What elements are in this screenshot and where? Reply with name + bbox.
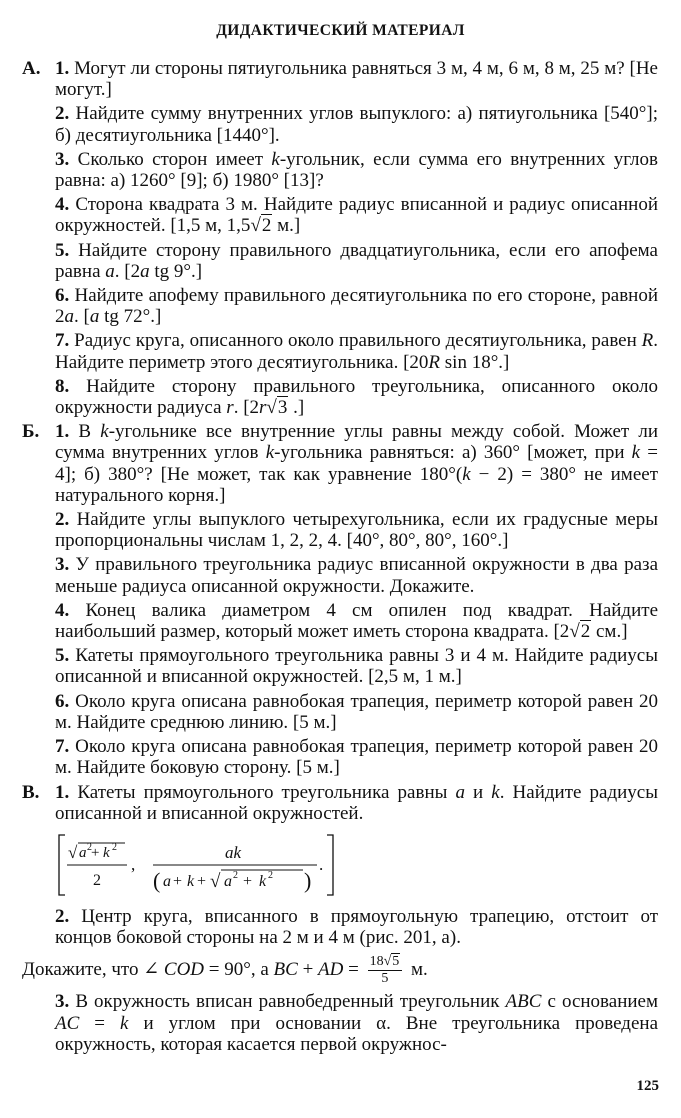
problem-number: 1. — [55, 421, 70, 443]
problem-text: = — [343, 959, 364, 981]
problem-number: 5. — [55, 645, 70, 667]
variable: k — [631, 442, 641, 464]
problem-text: м.] — [272, 215, 301, 237]
term-a: a — [79, 844, 87, 861]
numerator: ak — [225, 842, 242, 862]
radical-sign: √ — [68, 842, 78, 862]
problem-text: Найдите углы выпуклого четырехугольника, если их градусные меры пропорциональны числам 1, 2, 2, 4. [40°, 80°, 80°, 160°.] — [55, 509, 658, 552]
section-a — [22, 58, 658, 418]
problem-text: с основанием — [541, 991, 658, 1013]
exponent: 2 — [87, 841, 92, 853]
problem-a1 — [55, 58, 658, 100]
exponent: 2 — [112, 841, 117, 853]
problem-b4 — [55, 600, 658, 642]
variable: k — [100, 421, 109, 443]
variable: k — [491, 781, 500, 803]
variable: R — [428, 351, 441, 373]
problem-number: 4. — [55, 194, 70, 216]
problem-text: Найдите сторону правильного треугольника, описанного около окружности радиуса — [55, 375, 658, 419]
variable: k — [462, 463, 471, 485]
variable: R — [641, 330, 654, 352]
problem-text: У правильного треугольника радиус вписанной окружности в два раза меньше радиуса описанной окружности. Докажите. — [55, 554, 658, 597]
problem-number: 1. — [55, 58, 70, 79]
problem-b2 — [55, 509, 658, 551]
page-number: 125 — [636, 1078, 659, 1094]
problem-v3 — [55, 991, 658, 1055]
problem-text: Найдите сумму внутренних углов выпуклого: а) пятиугольника [540°]; б) десятиугольника [1440°]. — [55, 103, 658, 146]
problem-text: tg 72°.] — [99, 306, 162, 328]
fraction-1 — [67, 842, 127, 889]
radical-sign: √ — [210, 870, 221, 892]
problem-text: = 4]; б) 380°? [Не может, так как уравнение 180°( — [55, 442, 658, 485]
problem-text: см.] — [591, 621, 628, 643]
variable: a — [455, 781, 465, 803]
problem-number: 4. — [55, 599, 70, 621]
problem-number: 6. — [55, 690, 70, 712]
problem-text: -угольника равняться: а) 360° [может, при — [274, 442, 632, 464]
variable: COD — [163, 959, 205, 981]
section-b — [22, 421, 658, 778]
section-letter: В. — [22, 781, 40, 803]
problem-text: Конец валика диаметром 4 см опилен под квадрат. Найдите наибольший размер, который может иметь сторона квадрата. [2 — [55, 599, 659, 643]
section-letter: Б. — [22, 421, 40, 443]
problem-a4 — [55, 194, 658, 236]
problem-number: 5. — [55, 239, 70, 261]
radical-sign: √ — [266, 397, 277, 419]
radical-sign: √ — [250, 215, 261, 237]
problem-text: Центр круга, вписанного в прямоугольную трапецию, отстоит от концов боковой стороны на 2 м и 4 м (рис. 201, а). — [55, 905, 658, 949]
problem-number: 8. — [55, 375, 70, 397]
problem-b5 — [55, 645, 658, 687]
fraction-numerator — [368, 954, 403, 971]
section-v — [22, 782, 658, 1055]
problem-text: Могут ли стороны пятиугольника равняться 3 м, 4 м, 6 м, 8 м, 25 м? [Не могут.] — [55, 58, 658, 101]
problem-text: Сторона квадрата 3 м. Найдите радиус вписанной и радиус описанной окружностей. [1,5 м, 1,5 — [55, 194, 658, 237]
problem-number: 2. — [55, 905, 70, 927]
term-k: k — [259, 872, 267, 890]
operator: + — [243, 872, 253, 890]
problem-text: Около круга описана равнобокая трапеция, периметр которой равен 20 м. Найдите среднюю линию. [5 м.] — [55, 690, 659, 733]
problem-a2 — [55, 103, 658, 145]
problem-text: Радиус круга, описанного около правильного десятиугольника, равен — [74, 330, 642, 352]
term-a: a — [163, 872, 171, 890]
problem-v1 — [55, 782, 658, 824]
radical-sign: √ — [569, 621, 580, 643]
problem-text: Катеты прямоугольного треугольника равны — [77, 781, 456, 803]
problem-b1 — [55, 421, 658, 506]
variable: ABC — [505, 991, 542, 1013]
radical-sign: √ — [383, 954, 392, 970]
problem-b3 — [55, 554, 658, 596]
problem-b6 — [55, 691, 658, 733]
fraction-2 — [153, 843, 317, 893]
problem-text: -угольнике все внутренние углы равны между собой. Может ли сумма внутренних углов — [55, 421, 658, 464]
problem-a7 — [55, 330, 658, 372]
problem-text: и — [464, 781, 492, 803]
problem-list — [22, 58, 658, 1058]
problem-number: 2. — [55, 509, 70, 531]
problem-text: Около круга описана равнобокая трапеция, периметр которой равен 20 м. Найдите боковую сторону. [5 м.] — [55, 736, 659, 779]
problem-text: В окружность вписан равнобедренный треугольник — [75, 991, 506, 1013]
exponent: 2 — [268, 869, 273, 881]
problem-number: 3. — [55, 991, 70, 1013]
problem-text: = 90°, а — [204, 959, 274, 981]
variable: BC — [273, 959, 298, 981]
problem-text: . [2 — [114, 260, 141, 282]
problem-text: . Найдите периметр этого десятиугольника. [20 — [55, 330, 659, 373]
variable: a — [105, 260, 115, 282]
term-k: k — [103, 844, 110, 861]
problem-text: . [ — [74, 306, 90, 328]
exponent: 2 — [233, 869, 238, 881]
problem-text: .] — [288, 397, 305, 419]
variable: k — [120, 1012, 129, 1034]
problem-text: Найдите сторону правильного двадцатиугольника, если его апофема равна — [55, 239, 658, 282]
inline-fraction — [368, 954, 403, 987]
term-a: a — [224, 872, 232, 890]
answer-formula — [55, 832, 658, 898]
problem-a3 — [55, 149, 658, 191]
radicand: 2 — [580, 621, 591, 643]
period: . — [319, 854, 324, 874]
problem-text: и углом при основании α. Вне треугольника проведена окружность, которая касается первой окружнос- — [55, 1012, 658, 1055]
radicand: 3 — [277, 397, 288, 419]
problem-text: Катеты прямоугольного треугольника равны 3 и 4 м. Найдите радиусы описанной и вписанной окружностей. [2,5 м, 1 м.] — [55, 645, 658, 688]
operator: + — [197, 872, 207, 890]
right-paren: ) — [304, 867, 312, 893]
section-letter: А. — [22, 58, 41, 79]
problem-number: 6. — [55, 285, 70, 307]
left-paren: ( — [153, 867, 161, 893]
variable: r — [259, 397, 267, 419]
problem-text: sin 18°.] — [440, 351, 510, 373]
problem-text: . [2 — [233, 397, 260, 419]
variable: a — [64, 306, 74, 328]
problem-text: + — [297, 959, 319, 981]
coefficient: 18 — [369, 954, 384, 970]
problem-text: Докажите, что ∠ — [22, 959, 164, 981]
variable: a — [89, 306, 100, 328]
problem-a5 — [55, 240, 658, 282]
variable: k — [271, 148, 280, 170]
variable: AC — [55, 1012, 80, 1034]
variable: AD — [318, 959, 344, 981]
problem-v2-continuation — [22, 954, 658, 987]
problem-text: − 2) = 380° не имеет натурального корня.] — [55, 463, 658, 506]
problem-text: Найдите апофему правильного десятиугольника по его стороне, равной 2 — [55, 285, 659, 328]
denominator: 2 — [93, 871, 101, 889]
operator: + — [173, 872, 183, 890]
problem-v2 — [55, 906, 658, 948]
problem-number: 7. — [55, 736, 70, 758]
variable: r — [226, 397, 234, 419]
radicand: 5 — [392, 954, 400, 970]
term-k: k — [187, 872, 195, 890]
left-bracket — [59, 835, 65, 895]
problem-number: 7. — [55, 330, 70, 352]
page-title: ДИДАКТИЧЕСКИЙ МАТЕРИАЛ — [216, 22, 465, 39]
variable: k — [265, 442, 275, 464]
problem-number: 3. — [55, 148, 70, 170]
problem-text: . Найдите радиусы описанной и вписанной окружностей. — [55, 781, 658, 824]
problem-number: 1. — [55, 781, 70, 803]
problem-text: В — [78, 421, 101, 443]
problem-number: 2. — [55, 103, 70, 125]
operator: + — [91, 844, 100, 861]
problem-b7 — [55, 736, 658, 778]
right-bracket — [327, 835, 333, 895]
variable: a — [140, 260, 150, 282]
comma: , — [131, 854, 136, 874]
problem-text: tg 9°.] — [149, 260, 203, 282]
problem-a8 — [55, 376, 658, 418]
problem-number: 3. — [55, 554, 70, 576]
fraction-denominator: 5 — [381, 971, 389, 987]
problem-text: = — [79, 1012, 121, 1034]
formula-graphic — [55, 832, 355, 898]
problem-text: Сколько сторон имеет — [77, 148, 272, 170]
problem-text: м. — [406, 959, 428, 981]
problem-text: -угольник, если сумма его внутренних углов равна: а) 1260° [9]; б) 1980° [13]? — [55, 148, 659, 192]
radicand: 2 — [261, 215, 272, 237]
problem-a6 — [55, 285, 658, 327]
